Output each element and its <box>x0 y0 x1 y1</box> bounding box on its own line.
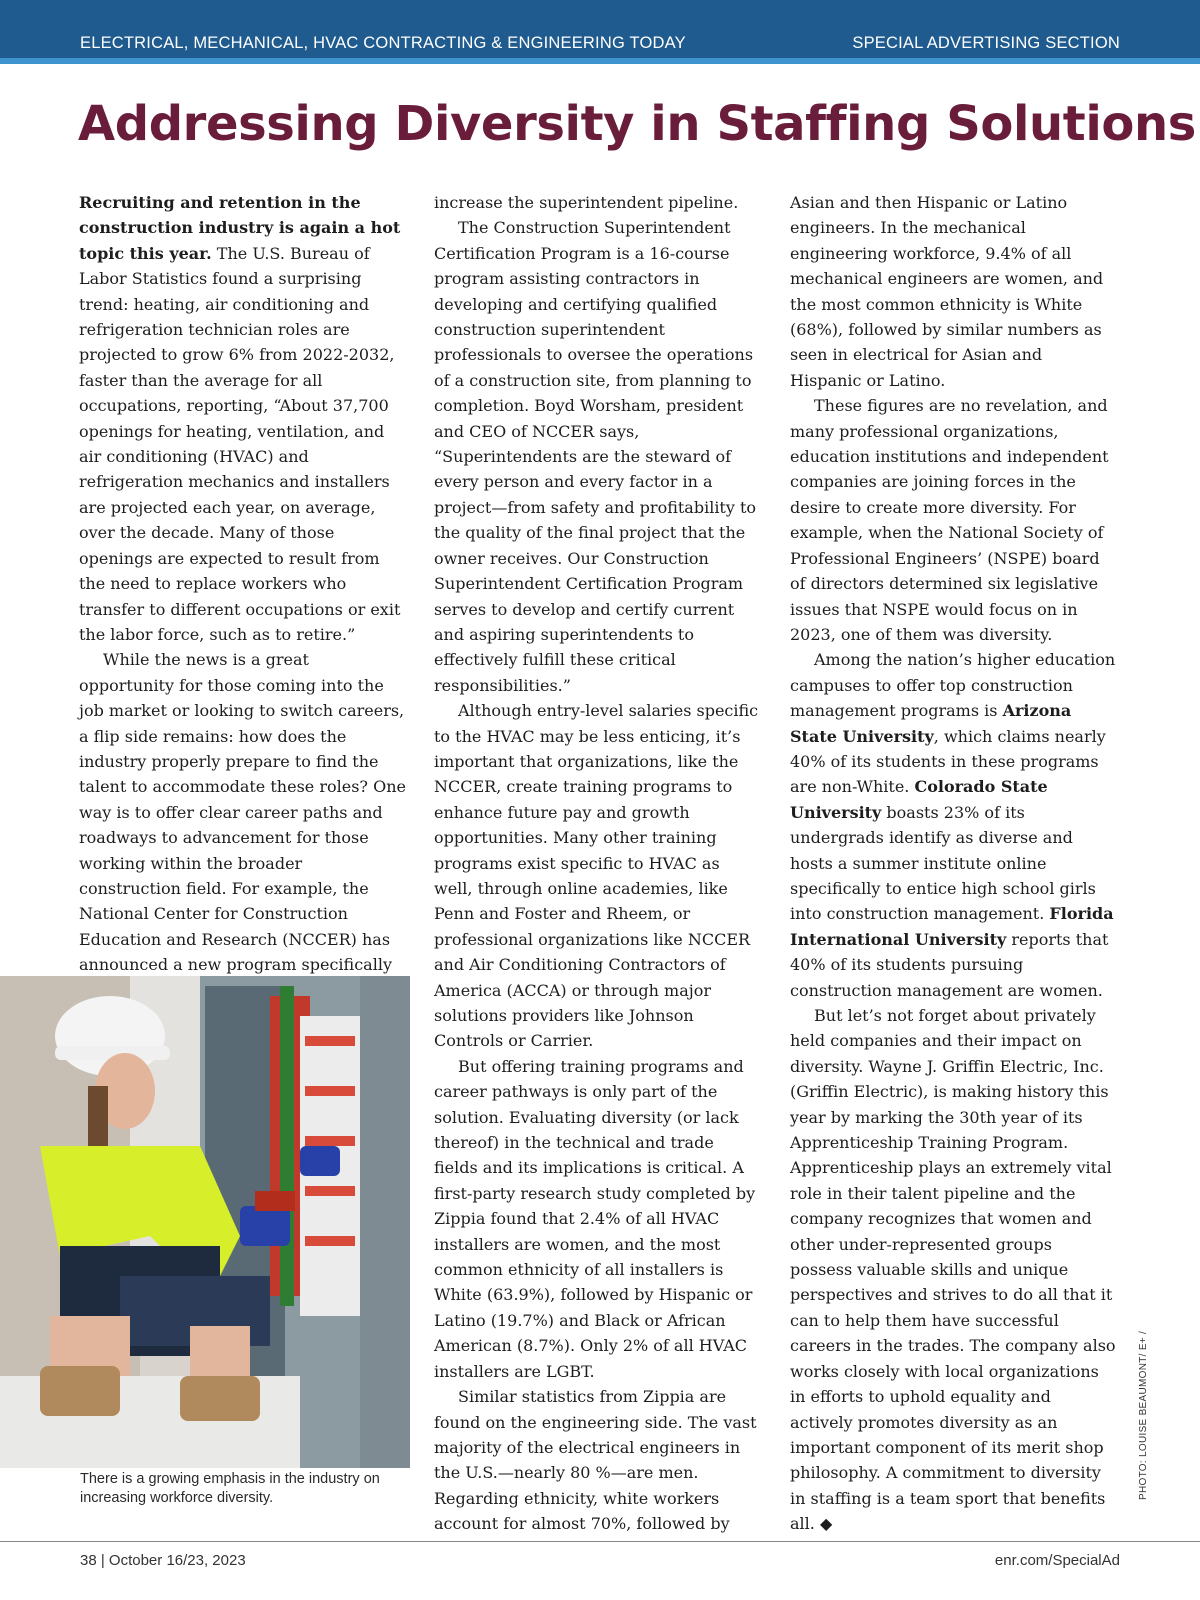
university-name: Colorado State University <box>790 777 1048 822</box>
paragraph: While the news is a great opportunity for those coming into the job market or looking to switch careers, a flip side remains: how does the industry properly prepare to find the talent to accommodate these roles? One way is to offer clear career paths and roadways to advancement for those working within the broader construction field. For example, the National Center for Construction Education and Research (NCCER) has announced a new program specifically <box>79 650 406 975</box>
advertising-label: SPECIAL ADVERTISING SECTION <box>852 34 1120 52</box>
paragraph-text: Among the nation’s higher education campuses to offer top construction management programs is <box>790 650 1116 721</box>
header-band <box>0 0 1200 64</box>
footer-divider <box>0 1541 1200 1542</box>
website-link[interactable]: enr.com/SpecialAd <box>994 1552 1120 1569</box>
section-label: ELECTRICAL, MECHANICAL, HVAC CONTRACTING & ENGINEERING TODAY <box>80 34 686 52</box>
paragraph: increase the superintendent pipeline. <box>434 193 739 212</box>
paragraph-text: reports that 40% of its students pursuing construction management are women. <box>790 929 1109 1000</box>
paragraph: Similar statistics from Zippia are found on the engineering side. The vast majority of the electrical engineers in the U.S.—nearly 80 %—are men. Regarding ethnicity, white workers account for almost 70%, followed by <box>434 1387 757 1534</box>
column-1 <box>79 190 407 1003</box>
paragraph: These figures are no revelation, and many professional organizations, education institutions and independent companies are joining forces in the desire to create more diversity. For example, when the National Society of Professional Engineers’ (NSPE) board of directors determined six legislative issues that NSPE would focus on in 2023, one of them was diversity. <box>790 396 1109 644</box>
paragraph: The Construction Superintendent Certification Program is a 16-course program assisting contractors in developing and certifying qualified construction superintendent professionals to oversee the operations of a construction site, from planning to completion. Boyd Worsham, president and CEO of NCCER says, “Superintendents are the steward of every person and every factor in a project—from safety and profitability to the quality of the final project that the owner receives. Our Construction Superintendent Certification Program serves to develop and certify current and aspiring superintendents to effectively fulfill these critical responsibilities.” <box>434 218 757 695</box>
paragraph: Although entry-level salaries specific to the HVAC may be less enticing, it’s important that organizations, like the NCCER, create training programs to enhance future pay and growth opportunities. Many other training programs exist specific to HVAC as well, through online academies, like Penn and Foster and Rheem, or professional organizations like NCCER and Air Conditioning Contractors of America (ACCA) or through major solutions providers like Johnson Controls or Carrier. <box>434 701 759 1051</box>
column-2 <box>434 190 762 1537</box>
university-name: Arizona State University <box>790 701 1072 746</box>
university-name: Florida International University <box>790 904 1114 949</box>
lead-bold: Recruiting and retention in the construction industry is again a hot topic this year. <box>79 193 401 263</box>
paragraph: Asian and then Hispanic or Latino engineers. In the mechanical engineering workforce, 9.4% of all mechanical engineers are women, and the most common ethnicity is White (68%), followed by similar numbers as seen in electrical for Asian and Hispanic or Latino. <box>790 193 1104 390</box>
paragraph: But let’s not forget about privately held companies and their impact on diversity. Wayne J. Griffin Electric, Inc. (Griffin Electric), is making history this year by marking the 30th year of its Apprenticeship Training Program. Apprenticeship plays an extremely vital role in their talent pipeline and the company recognizes that women and other under-represented groups possess valuable skills and unique perspectives and strives to do all that it can to help them have successful careers in the trades. The company also works closely with local organizations in efforts to uphold equality and actively promotes diversity as an important component of its merit shop philosophy. A commitment to diversity in staffing is a team sport that benefits all. ◆ <box>790 1006 1116 1534</box>
photo-caption: There is a growing emphasis in the industry on increasing workforce diversity. <box>80 1471 380 1506</box>
paragraph <box>790 647 1118 1003</box>
worker-photo <box>0 976 410 1468</box>
photo-credit: PHOTO: LOUISE BEAUMONT/ E+ / <box>1138 1330 1149 1500</box>
paragraph-text: boasts 23% of its undergrads identify as diverse and hosts a summer institute online specifically to entice high school girls into construction management. <box>790 802 1096 924</box>
page-folio: 38 | October 16/23, 2023 <box>80 1552 246 1569</box>
column-3 <box>790 190 1118 1537</box>
article-title: Addressing Diversity in Staffing Solutions <box>78 96 1196 152</box>
paragraph-text: , which claims nearly 40% of its students in these programs are non-White. <box>790 726 1106 797</box>
paragraph <box>79 190 407 647</box>
paragraph: But offering training programs and career pathways is only part of the solution. Evaluating diversity (or lack thereof) in the technical and trade fields and its implications is critical. A first-party research study completed by Zippia found that 2.4% of all HVAC installers are women, and the most common ethnicity of all installers is White (63.9%), followed by Hispanic or Latino (19.7%) and Black or African American (8.7%). Only 2% of all HVAC installers are LGBT. <box>434 1056 756 1381</box>
paragraph-text: The U.S. Bureau of Labor Statistics found a surprising trend: heating, air conditioning and refrigeration technician roles are projected to grow 6% from 2022-2032, faster than the average for all occupations, reporting, “About 37,700 openings for heating, ventilation, and air conditioning (HVAC) and refrigeration mechanics and installers are projected each year, on average, over the decade. Many of those openings are expected to result from the need to replace workers who transfer to different occupations or exit the labor force, such as to retire.” <box>79 243 401 644</box>
